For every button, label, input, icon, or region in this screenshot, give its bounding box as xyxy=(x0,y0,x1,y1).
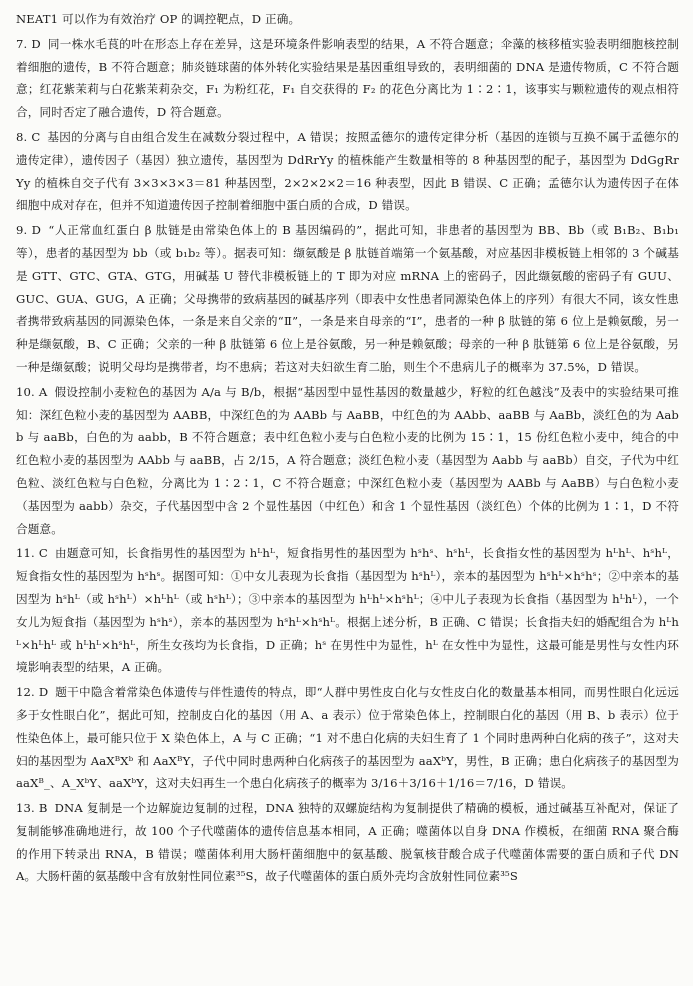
question-number: 11. C xyxy=(16,546,48,561)
answer-paragraph-6-tail xyxy=(16,8,679,31)
answer-paragraph-10 xyxy=(16,381,679,541)
paragraph-text: DNA 复制是一个边解旋边复制的过程，DNA 独特的双螺旋结构为复制提供了精确的模板，通过碱基互补配对，保证了复制能够准确地进行，故 100 个子代噬菌体的遗传信息基本相同，A 正确；噬菌体以自身 DNA 作模板，在细菌 RNA 聚合酶的作用下转录出 RNA，B 错误；噬菌体利用大肠杆菌细胞中的氨基酸、脱氧核苷酸合成子代噬菌体需要的蛋白质和子代 DNA。大肠杆菌的氨基酸中含有放射性同位素³⁵S，故子代噬菌体的蛋白质外壳均含放射性同位素³⁵S xyxy=(16,801,679,884)
paragraph-text: 假设控制小麦粒色的基因为 A/a 与 B/b，根据“基因型中显性基因的数量越少，籽粒的红色越浅”及表中的实验结果可推知：深红色粒小麦的基因型为 AABB，中深红色的为 AABb 与 AaBB，中红色的为 AAbb、aaBB 与 AaBb，淡红色的为 Aabb 与 aaBb，白色的为 aabb，B 不符合题意；表中红色粒小麦与白色粒小麦的比例为 15∶1，15 份红色粒小麦中，纯合的中红色粒小麦的基因型为 AAbb 与 aaBB，占 2/15，A 符合题意；淡红色粒小麦（基因型为 Aabb 与 aaBb）自交，子代为中红色粒、淡红色粒与白色粒，分离比为 1∶2∶1，C 不符合题意；中深红色粒小麦（基因型为 AABb 与 AaBB）与白色粒小麦（基因型为 aabb）杂交，子代基因型中含 2 个显性基因（中红色）和含 1 个显性基因（淡红色）个体的比例为 1∶1，D 不符合题意。 xyxy=(16,384,679,536)
answer-paragraph-9 xyxy=(16,219,679,379)
paragraph-text: 同一株水毛茛的叶在形态上存在差异，这是环境条件影响表型的结果，A 不符合题意；伞藻的核移植实验表明细胞核控制着细胞的遗传，B 不符合题意；肺炎链球菌的体外转化实验结果是基因重组导致的，表明细菌的 DNA 是遗传物质，C 不符合题意；红花紫茉莉与白花紫茉莉杂交，F₁ 为粉红花，F₁ 自交获得的 F₂ 的花色分离比为 1∶2∶1，该事实与颗粒遗传的观点相符合，同时否定了融合遗传，D 符合题意。 xyxy=(16,36,679,120)
answer-paragraph-12 xyxy=(16,681,679,795)
answer-paragraph-11 xyxy=(16,542,679,679)
answer-paragraph-7 xyxy=(16,33,679,124)
paragraph-text: NEAT1 可以作为有效治疗 OP 的调控靶点，D 正确。 xyxy=(16,12,301,26)
paragraph-text: “人正常血红蛋白 β 肽链是由常染色体上的 B 基因编码的”，据此可知，非患者的基因型为 BB、Bb（或 B₁B₂、B₁b₁ 等），患者的基因型为 bb（或 b₁b₂ 等）。据表可知：缬氨酸是 β 肽链首端第一个氨基酸，对应基因非模板链上相邻的 3 个碱基是 GTT、GTC、GTA、GTG，用碱基 U 替代非模板链上的 T 即为对应 mRNA 上的密码子，因此缬氨酸的密码子有 GUU、GUC、GUA、GUG，A 正确；父母携带的致病基因的碱基序列（即表中女性患者同源染色体上的序列）有很大不同，该女性患者携带致病基因的同源染色体，一条是来自父亲的“Ⅱ”，一条是来自母亲的“Ⅰ”，患者的一种 β 肽链的第 6 位上是赖氨酸，另一种是缬氨酸，B、C 正确；父亲的一种 β 肽链第 6 位上是谷氨酸，另一种是赖氨酸；母亲的一种 β 肽链第 6 位上是谷氨酸，另一种是缬氨酸；说明父母均是携带者，均不患病；若这对夫妇欲生育二胎，则生个不患病儿子的概率为 37.5%，D 错误。 xyxy=(16,223,679,374)
question-number: 9. D xyxy=(16,223,42,238)
question-number: 12. D xyxy=(16,685,49,700)
answer-paragraph-13 xyxy=(16,797,679,888)
paragraph-text: 题干中隐含着常染色体遗传与伴性遗传的特点，即“人群中男性皮白化与女性皮白化的数量基本相同，而男性眼白化远远多于女性眼白化”，据此可知，控制皮白化的基因（用 A、a 表示）位于常染色体上，控制眼白化的基因（用 B、b 表示）位于性染色体上，最可能只位于 X 染色体上，A 与 C 正确；“1 对不患白化病的夫妇生育了 1 个同时患两种白化病的孩子”，这对夫妇的基因型为 AaXᴮXᵇ 和 AaXᴮY，子代中同时患两种白化病孩子的基因型为 aaXᵇY，男性，B 正确；患白化病孩子的基因型为 aaXᴮ_、A_XᵇY、aaXᵇY，这对夫妇再生一个患白化病孩子的概率为 3/16＋3/16＋1/16＝7/16，D 错误。 xyxy=(16,685,680,791)
question-number: 8. C xyxy=(16,129,41,144)
question-number: 13. B xyxy=(16,801,48,816)
question-number: 10. A xyxy=(16,384,48,399)
paragraph-text: 由题意可知，长食指男性的基因型为 hᴸhᴸ，短食指男性的基因型为 hˢhˢ、hˢhᴸ，长食指女性的基因型为 hᴸhᴸ、hˢhᴸ，短食指女性的基因型为 hˢhˢ。据图可知：①中女儿表现为长食指（基因型为 hˢhᴸ），亲本的基因型为 hˢhᴸ×hˢhˢ；②中亲本的基因型为 hˢhᴸ（或 hˢhᴸ）×hᴸhᴸ（或 hˢhᴸ）；③中亲本的基因型为 hᴸhᴸ×hˢhᴸ；④中儿子表现为长食指（基因型为 hᴸhᴸ），一个女儿为短食指（基因型为 hˢhˢ），亲本的基因型为 hˢhᴸ×hˢhᴸ。根据上述分析，B 正确、C 错误；长食指夫妇的婚配组合为 hᴸhᴸ×hᴸhᴸ 或 hᴸhᴸ×hˢhᴸ，所生女孩均为长食指，D 正确；hˢ 在男性中为显性，hᴸ 在女性中为显性，这最可能是男性与女性内环境影响表型的结果，A 正确。 xyxy=(16,546,680,675)
answer-paragraph-8 xyxy=(16,126,679,217)
paragraph-text: 基因的分离与自由组合发生在减数分裂过程中，A 错误；按照孟德尔的遗传定律分析（基因的连锁与互换不属于孟德尔的遗传定律），遗传因子（基因）独立遗传，基因型为 DdRrYy 的植株能产生数量相等的 8 种基因型的配子，基因型为 DdGgRrYy 的植株自交子代有 3×3×3×3＝81 种基因型，2×2×2×2＝16 种表型，因此 B 错误、C 正确；孟德尔认为遗传因子在体细胞中成对存在，但并不知道遗传因子控制着细胞中蛋白质的合成，D 错误。 xyxy=(16,129,679,213)
question-number: 7. D xyxy=(16,36,41,51)
